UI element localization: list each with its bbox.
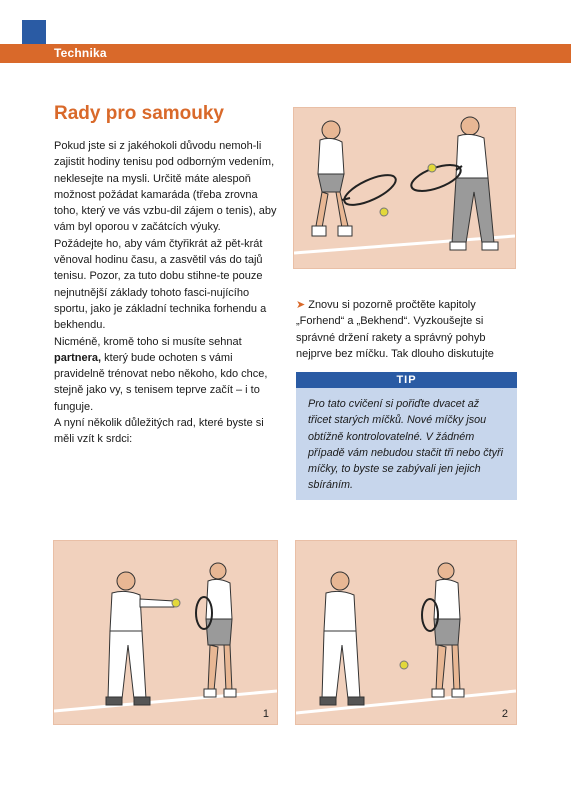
paragraph-3: Nicméně, kromě toho si musíte sehnat partnera, který bude ochoten s vámi pravidelně trénovat nebo někoho, kdo chce, stejně jako vy, s tenisem teprve začít – i to funguje. <box>54 335 268 413</box>
illustration-figure-2 <box>295 540 517 725</box>
tip-heading: TIP <box>296 372 517 388</box>
illustration-forehand-practice <box>293 107 516 269</box>
tip-text: Pro tato cvičení si pořiďte dvacet až třicet starých míčků. Nové míčky jsou obtížně kontrolovatelné. V žádném případě vám nebudou stačit tři nebo čtyři míčky, to byste se zabývali jen jejich sbíráním. <box>308 398 504 492</box>
players-illustration-1 <box>54 541 277 724</box>
left-text-column <box>54 138 278 448</box>
figure-number-1: 1 <box>262 708 269 720</box>
paragraph-2: Požádejte ho, aby vám čtyřikrát až pět-krát věnoval hodinu času, a zasvětil vás do tajů tenisu. Pozor, za tuto dobu stihne-te pouze nejnutnější základy tohoto fasci-nujícího sportu, jako je základní technika forhendu a bekhendu. <box>54 237 267 332</box>
paragraph-4: A nyní několik důležitých rad, které byste si měli vzít k srdci: <box>54 417 264 446</box>
bullet-arrow-icon: ➤ <box>296 299 306 311</box>
players-illustration-2 <box>296 541 516 724</box>
illustration-figure-1 <box>53 540 278 725</box>
right-paragraph: ➤ Znovu si pozorně pročtěte kapitoly „Forhend“ a „Bekhend“. Vyzkoušejte si správné držení rakety a správný pohyb nejprve bez míčku. Tak dlouho diskutujte <box>296 299 494 360</box>
players-illustration <box>294 108 515 268</box>
figure-number-2: 2 <box>501 708 508 720</box>
section-label: Technika <box>54 46 107 60</box>
paragraph-1: Pokud jste si z jakéhokoli důvodu nemoh-li zajistit hodiny tenisu pod odborným vedením, neklesejte na mysli. Určitě máte alespoň možnost požádat kamaráda (třeba zrovna toho, který ve vás vzbu-dil zájem o tenis), aby vám byl oporou v začátcích výuky. <box>54 140 277 234</box>
page-title: Rady pro samouky <box>54 103 224 124</box>
bold-partner: partnera, <box>54 351 102 364</box>
right-text-column <box>296 297 520 362</box>
tip-box <box>296 372 517 500</box>
